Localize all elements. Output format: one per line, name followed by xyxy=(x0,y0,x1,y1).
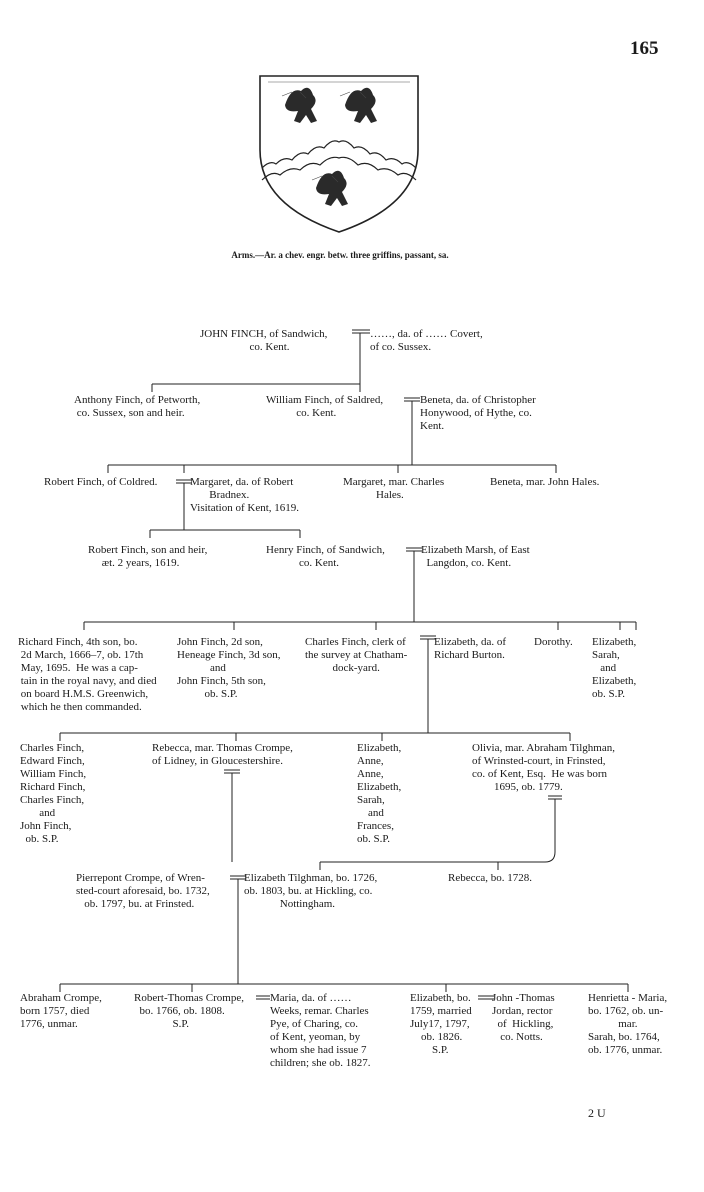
person-finch-daughters-sp: Elizabeth, Anne, Anne, Elizabeth, Sarah, and Frances, ob. S.P. xyxy=(357,742,402,845)
person-robert-finch-heir: Robert Finch, son and heir, æt. 2 years, 1619. xyxy=(88,544,208,569)
arms-caption: Arms.—Ar. a chev. engr. betw. three griffins, passant, sa. xyxy=(231,250,449,260)
person-henry-finch: Henry Finch, of Sandwich, co. Kent. xyxy=(266,544,385,569)
page-number: 165 xyxy=(630,38,659,59)
person-maria-weeks: Maria, da. of …… Weeks, remar. Charles Pye, of Charing, co. of Kent, yeoman, by whom she had issue 7 children; she ob. 1827. xyxy=(270,992,371,1069)
person-elizabeth-1759: Elizabeth, bo. 1759, married July17, 1797, ob. 1826. S.P. xyxy=(410,992,472,1056)
person-anthony-finch: Anthony Finch, of Petworth, co. Sussex, son and heir. xyxy=(74,394,201,419)
person-beneta-honywood: Beneta, da. of Christopher Honywood, of Hythe, co. Kent. xyxy=(420,394,536,432)
person-william-finch: William Finch, of Saldred, co. Kent. xyxy=(266,394,384,419)
signature-mark: 2 U xyxy=(588,1106,606,1120)
person-covert-daughter: ……, da. of …… Covert, of co. Sussex. xyxy=(370,328,483,353)
person-robert-finch-coldred: Robert Finch, of Coldred. xyxy=(44,476,158,488)
person-margaret-bradnex: Margaret, da. of Robert Bradnex. Visitation of Kent, 1619. xyxy=(190,476,300,514)
person-pierrepont-crompe: Pierrepont Crompe, of Wren- sted-court aforesaid, bo. 1732, ob. 1797, bu. at Frinsted. xyxy=(76,872,210,910)
person-john-heneage-finch: John Finch, 2d son, Heneage Finch, 3d son, and John Finch, 5th son, ob. S.P. xyxy=(177,636,281,700)
person-abraham-crompe: Abraham Crompe, born 1757, died 1776, unmar. xyxy=(20,992,102,1030)
person-elizabeth-marsh: Elizabeth Marsh, of East Langdon, co. Kent. xyxy=(421,544,530,569)
person-john-finch: JOHN FINCH, of Sandwich, co. Kent. xyxy=(200,328,328,353)
person-elizabeth-tilghman: Elizabeth Tilghman, bo. 1726, ob. 1803, bu. at Hickling, co. Nottingham. xyxy=(244,872,378,910)
person-robert-thomas-crompe: Robert-Thomas Crompe, bo. 1766, ob. 1808. S.P. xyxy=(134,992,244,1030)
person-elizabeth-burton: Elizabeth, da. of Richard Burton. xyxy=(434,636,507,661)
person-rebecca-crompe: Rebecca, mar. Thomas Crompe, of Lidney, in Gloucestershire. xyxy=(152,742,293,767)
person-charles-finch-clerk: Charles Finch, clerk of the survey at Chatham- dock-yard. xyxy=(305,636,408,674)
person-henrietta-maria: Henrietta - Maria, bo. 1762, ob. un- mar. Sarah, bo. 1764, ob. 1776, unmar. xyxy=(588,992,668,1056)
person-john-thomas-jordan: John -Thomas Jordan, rector of Hickling, co. Notts. xyxy=(492,992,555,1043)
person-rebecca-1728: Rebecca, bo. 1728. xyxy=(448,872,532,884)
person-dorothy: Dorothy. xyxy=(534,636,573,648)
person-olivia-tilghman: Olivia, mar. Abraham Tilghman, of Wrinsted-court, in Frinsted, co. of Kent, Esq. He was born 1695, ob. 1779. xyxy=(472,742,615,793)
person-finch-sons-sp: Charles Finch, Edward Finch, William Finch, Richard Finch, Charles Finch, and John Finch, ob. S.P. xyxy=(20,742,87,845)
person-margaret-hales: Margaret, mar. Charles Hales. xyxy=(343,476,445,501)
person-richard-finch: Richard Finch, 4th son, bo. 2d March, 1666–7, ob. 17th May, 1695. He was a cap- tain in the royal navy, and died on board H.M.S. Greenwich, which he then commanded. xyxy=(18,636,157,713)
person-elizabeth-sarah: Elizabeth, Sarah, and Elizabeth, ob. S.P. xyxy=(592,636,637,700)
person-beneta-hales: Beneta, mar. John Hales. xyxy=(490,476,600,488)
